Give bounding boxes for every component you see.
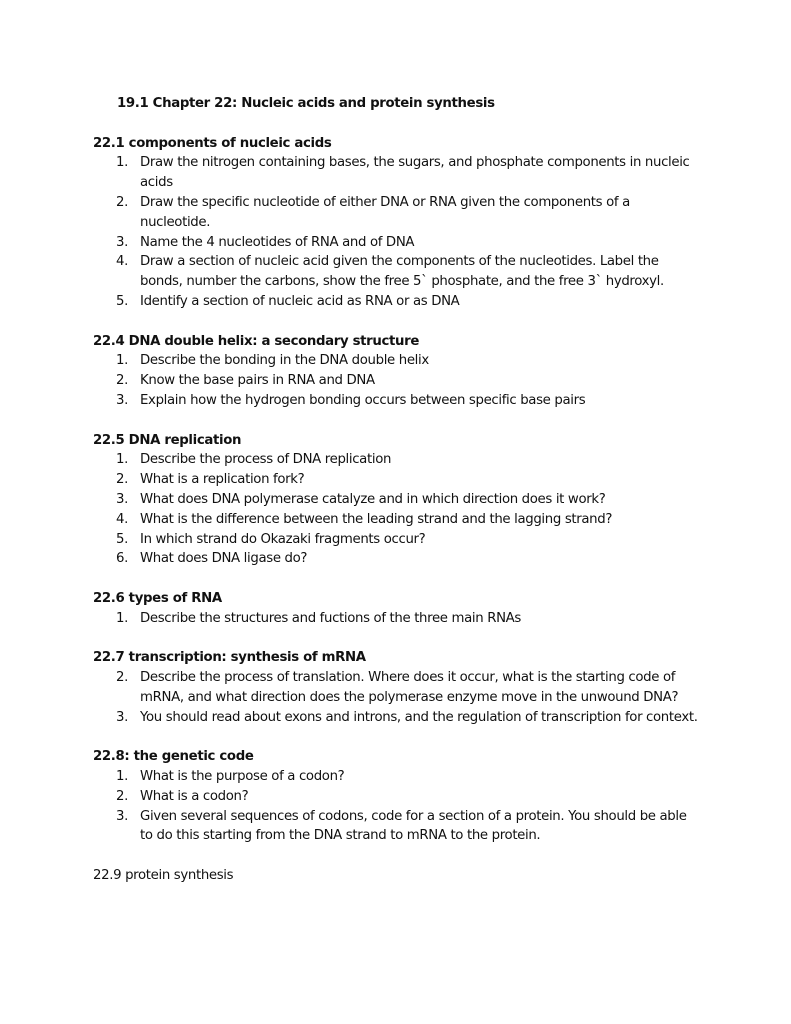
- list-item: [93, 708, 700, 728]
- item-number: 3.: [116, 234, 128, 250]
- list-item: [93, 767, 700, 787]
- section-list: [93, 668, 713, 727]
- section-heading: 22.6 types of RNA: [93, 590, 222, 606]
- item-text: What is a codon?: [140, 788, 249, 804]
- section-22-5: [93, 431, 713, 570]
- list-item: [93, 153, 700, 193]
- item-text: Draw the nitrogen containing bases, the sugars, and phosphate components in nucleic acids: [140, 155, 690, 191]
- list-item: [93, 371, 700, 391]
- list-item: [93, 668, 700, 708]
- item-text: What does DNA ligase do?: [140, 551, 308, 567]
- item-number: 2.: [116, 194, 128, 210]
- item-number: 3.: [116, 491, 128, 507]
- item-text: Explain how the hydrogen bonding occurs between specific base pairs: [140, 392, 586, 408]
- item-text: Draw a section of nucleic acid given the components of the nucleotides. Label the bonds, number the carbons, show the free 5` phosphate, and the free 3` hydroxyl.: [140, 254, 664, 290]
- item-number: 1.: [116, 769, 128, 785]
- item-number: 1.: [116, 610, 128, 626]
- list-item: [93, 787, 700, 807]
- section-heading: 22.9 protein synthesis: [93, 868, 234, 884]
- section-22-4: [93, 332, 713, 411]
- document-page: [93, 94, 713, 886]
- spacer: [93, 569, 713, 589]
- list-item: [93, 391, 700, 411]
- item-number: 2.: [116, 788, 128, 804]
- list-item: [93, 530, 700, 550]
- section-list: [93, 767, 713, 846]
- section-heading: 22.1 components of nucleic acids: [93, 135, 332, 151]
- section-22-6: [93, 589, 713, 629]
- item-text: Describe the structures and fuctions of the three main RNAs: [140, 610, 522, 626]
- spacer: [93, 846, 713, 866]
- item-text: In which strand do Okazaki fragments occur?: [140, 531, 426, 547]
- section-22-7: [93, 648, 713, 727]
- section-list: [93, 609, 713, 629]
- section-heading: 22.8: the genetic code: [93, 749, 254, 765]
- list-item: [93, 510, 700, 530]
- item-text: Know the base pairs in RNA and DNA: [140, 373, 375, 389]
- section-22-9: [93, 866, 713, 886]
- list-item: [93, 609, 700, 629]
- item-text: Given several sequences of codons, code for a section of a protein. You should be able to do this starting from the DNA strand to mRNA to the protein.: [140, 808, 687, 844]
- list-item: [93, 549, 700, 569]
- section-list: [93, 351, 713, 410]
- list-item: [93, 470, 700, 490]
- item-text: Name the 4 nucleotides of RNA and of DNA: [140, 234, 415, 250]
- list-item: [93, 351, 700, 371]
- item-number: 6.: [116, 551, 128, 567]
- spacer: [93, 114, 713, 134]
- section-22-8: [93, 747, 713, 846]
- item-text: What is a replication fork?: [140, 472, 305, 488]
- item-text: Identify a section of nucleic acid as RNA or as DNA: [140, 293, 460, 309]
- item-number: 1.: [116, 155, 128, 171]
- item-number: 3.: [116, 808, 128, 824]
- section-22-1: [93, 134, 713, 312]
- spacer: [93, 629, 713, 649]
- item-number: 1.: [116, 353, 128, 369]
- item-number: 2.: [116, 472, 128, 488]
- item-text: What is the difference between the leading strand and the lagging strand?: [140, 511, 613, 527]
- item-text: Describe the bonding in the DNA double helix: [140, 353, 429, 369]
- list-item: [93, 807, 700, 847]
- item-text: Describe the process of translation. Where does it occur, what is the starting code of mRNA, and what direction does the polymerase enzyme move in the unwound DNA?: [140, 670, 679, 705]
- item-text: You should read about exons and introns, and the regulation of transcription for context.: [140, 709, 698, 725]
- item-text: What is the purpose of a codon?: [140, 769, 345, 785]
- item-number: 1.: [116, 452, 128, 468]
- list-item: [93, 193, 700, 233]
- list-item: [93, 450, 700, 470]
- item-number: 3.: [116, 709, 128, 725]
- item-text: What does DNA polymerase catalyze and in which direction does it work?: [140, 491, 606, 507]
- item-number: 4.: [116, 511, 128, 527]
- item-number: 4.: [116, 254, 128, 270]
- section-heading: 22.4 DNA double helix: a secondary structure: [93, 333, 420, 349]
- item-number: 5.: [116, 293, 128, 309]
- item-text: Describe the process of DNA replication: [140, 452, 392, 468]
- section-heading: 22.7 transcription: synthesis of mRNA: [93, 650, 366, 666]
- item-number: 5.: [116, 531, 128, 547]
- spacer: [93, 411, 713, 431]
- item-text: Draw the specific nucleotide of either DNA or RNA given the components of a nucleotide.: [140, 194, 630, 230]
- item-number: 2.: [116, 373, 128, 389]
- section-list: [93, 450, 713, 569]
- section-heading: 22.5 DNA replication: [93, 432, 242, 448]
- list-item: [93, 490, 700, 510]
- list-item: [93, 252, 700, 292]
- spacer: [93, 312, 713, 332]
- page-title: 19.1 Chapter 22: Nucleic acids and protein synthesis: [117, 96, 495, 111]
- spacer: [93, 728, 713, 748]
- item-number: 3.: [116, 392, 128, 408]
- list-item: [93, 233, 700, 253]
- item-number: 2.: [116, 670, 128, 686]
- section-list: [93, 153, 713, 311]
- list-item: [93, 292, 700, 312]
